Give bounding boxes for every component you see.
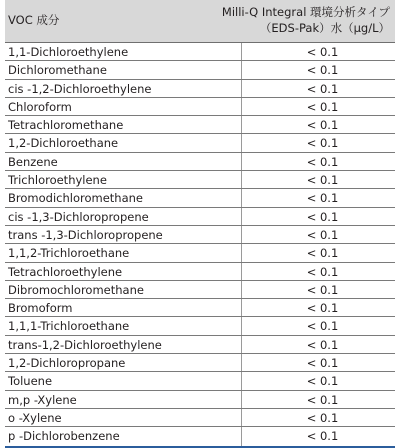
voc-concentration-value: < 0.1 <box>306 356 339 371</box>
voc-concentration-value: < 0.1 <box>306 392 339 407</box>
header-milliq-line1: Milli-Q Integral 環境分析タイプ <box>221 5 390 19</box>
voc-concentration-value: < 0.1 <box>306 429 339 444</box>
voc-concentration-value: < 0.1 <box>306 209 339 224</box>
voc-results-table <box>5 0 395 448</box>
table-row <box>5 98 395 116</box>
table-row <box>5 299 395 317</box>
table-row <box>5 134 395 152</box>
table-row <box>5 336 395 354</box>
table-row <box>5 116 395 134</box>
voc-concentration-value: < 0.1 <box>306 173 339 188</box>
table-row <box>5 427 395 445</box>
voc-component-name: Tetrachloromethane <box>5 116 242 133</box>
voc-component-name: 1,2-Dichloropropane <box>5 354 242 371</box>
voc-concentration-value: < 0.1 <box>306 410 339 425</box>
voc-concentration-value: < 0.1 <box>306 118 339 133</box>
table-row <box>5 244 395 262</box>
table-row <box>5 354 395 372</box>
voc-component-name: m,p -Xylene <box>5 391 242 408</box>
voc-concentration-value: < 0.1 <box>306 136 339 151</box>
table-row <box>5 189 395 207</box>
voc-concentration-value: < 0.1 <box>306 63 339 78</box>
voc-component-name: Bromodichloromethane <box>5 189 242 206</box>
voc-component-name: Trichloroethylene <box>5 171 242 188</box>
voc-component-name: Toluene <box>5 372 242 389</box>
table-row <box>5 226 395 244</box>
table-header <box>5 0 395 43</box>
voc-concentration-value: < 0.1 <box>306 81 339 96</box>
voc-concentration-value: < 0.1 <box>306 246 339 261</box>
voc-component-name: cis -1,3-Dichloropropene <box>5 208 242 225</box>
voc-component-name: Dichloromethane <box>5 61 242 78</box>
voc-concentration-value: < 0.1 <box>306 282 339 297</box>
voc-concentration-value: < 0.1 <box>306 99 339 114</box>
voc-component-name: Tetrachloroethylene <box>5 263 242 280</box>
voc-component-name: cis -1,2-Dichloroethylene <box>5 80 242 97</box>
table-row <box>5 171 395 189</box>
voc-concentration-value: < 0.1 <box>306 191 339 206</box>
voc-component-name: trans -1,3-Dichloropropene <box>5 226 242 243</box>
header-voc-component: VOC 成分 <box>8 13 60 27</box>
voc-concentration-value: < 0.1 <box>306 45 339 59</box>
voc-component-name: 1,1,1-Trichloroethane <box>5 317 242 334</box>
voc-component-name: 1,1-Dichloroethylene <box>5 43 242 60</box>
table-row <box>5 281 395 299</box>
voc-concentration-value: < 0.1 <box>306 264 339 279</box>
header-milliq-line2: （EDS-Pak）水（μg/L） <box>259 21 390 35</box>
table-row <box>5 317 395 335</box>
voc-concentration-value: < 0.1 <box>306 374 339 389</box>
table-row <box>5 372 395 390</box>
table-row <box>5 409 395 427</box>
voc-component-name: 1,2-Dichloroethane <box>5 134 242 151</box>
table-row <box>5 43 395 61</box>
voc-component-name: Chloroform <box>5 98 242 115</box>
table-row <box>5 80 395 98</box>
voc-component-name: 1,1,2-Trichloroethane <box>5 244 242 261</box>
voc-component-name: o -Xylene <box>5 409 242 426</box>
voc-concentration-value: < 0.1 <box>306 319 339 334</box>
table-row <box>5 391 395 409</box>
table-row <box>5 263 395 281</box>
header-milliq-column <box>220 4 390 36</box>
table-body <box>5 43 395 448</box>
voc-component-name: Benzene <box>5 153 242 170</box>
voc-component-name: p -Dichlorobenzene <box>5 427 242 445</box>
table-row <box>5 61 395 79</box>
voc-concentration-value: < 0.1 <box>306 154 339 169</box>
table-row <box>5 208 395 226</box>
voc-component-name: trans-1,2-Dichloroethylene <box>5 336 242 353</box>
voc-component-name: Bromoform <box>5 299 242 316</box>
voc-concentration-value: < 0.1 <box>306 337 339 352</box>
voc-concentration-value: < 0.1 <box>306 301 339 316</box>
table-row <box>5 153 395 171</box>
voc-component-name: Dibromochloromethane <box>5 281 242 298</box>
voc-concentration-value: < 0.1 <box>306 227 339 242</box>
